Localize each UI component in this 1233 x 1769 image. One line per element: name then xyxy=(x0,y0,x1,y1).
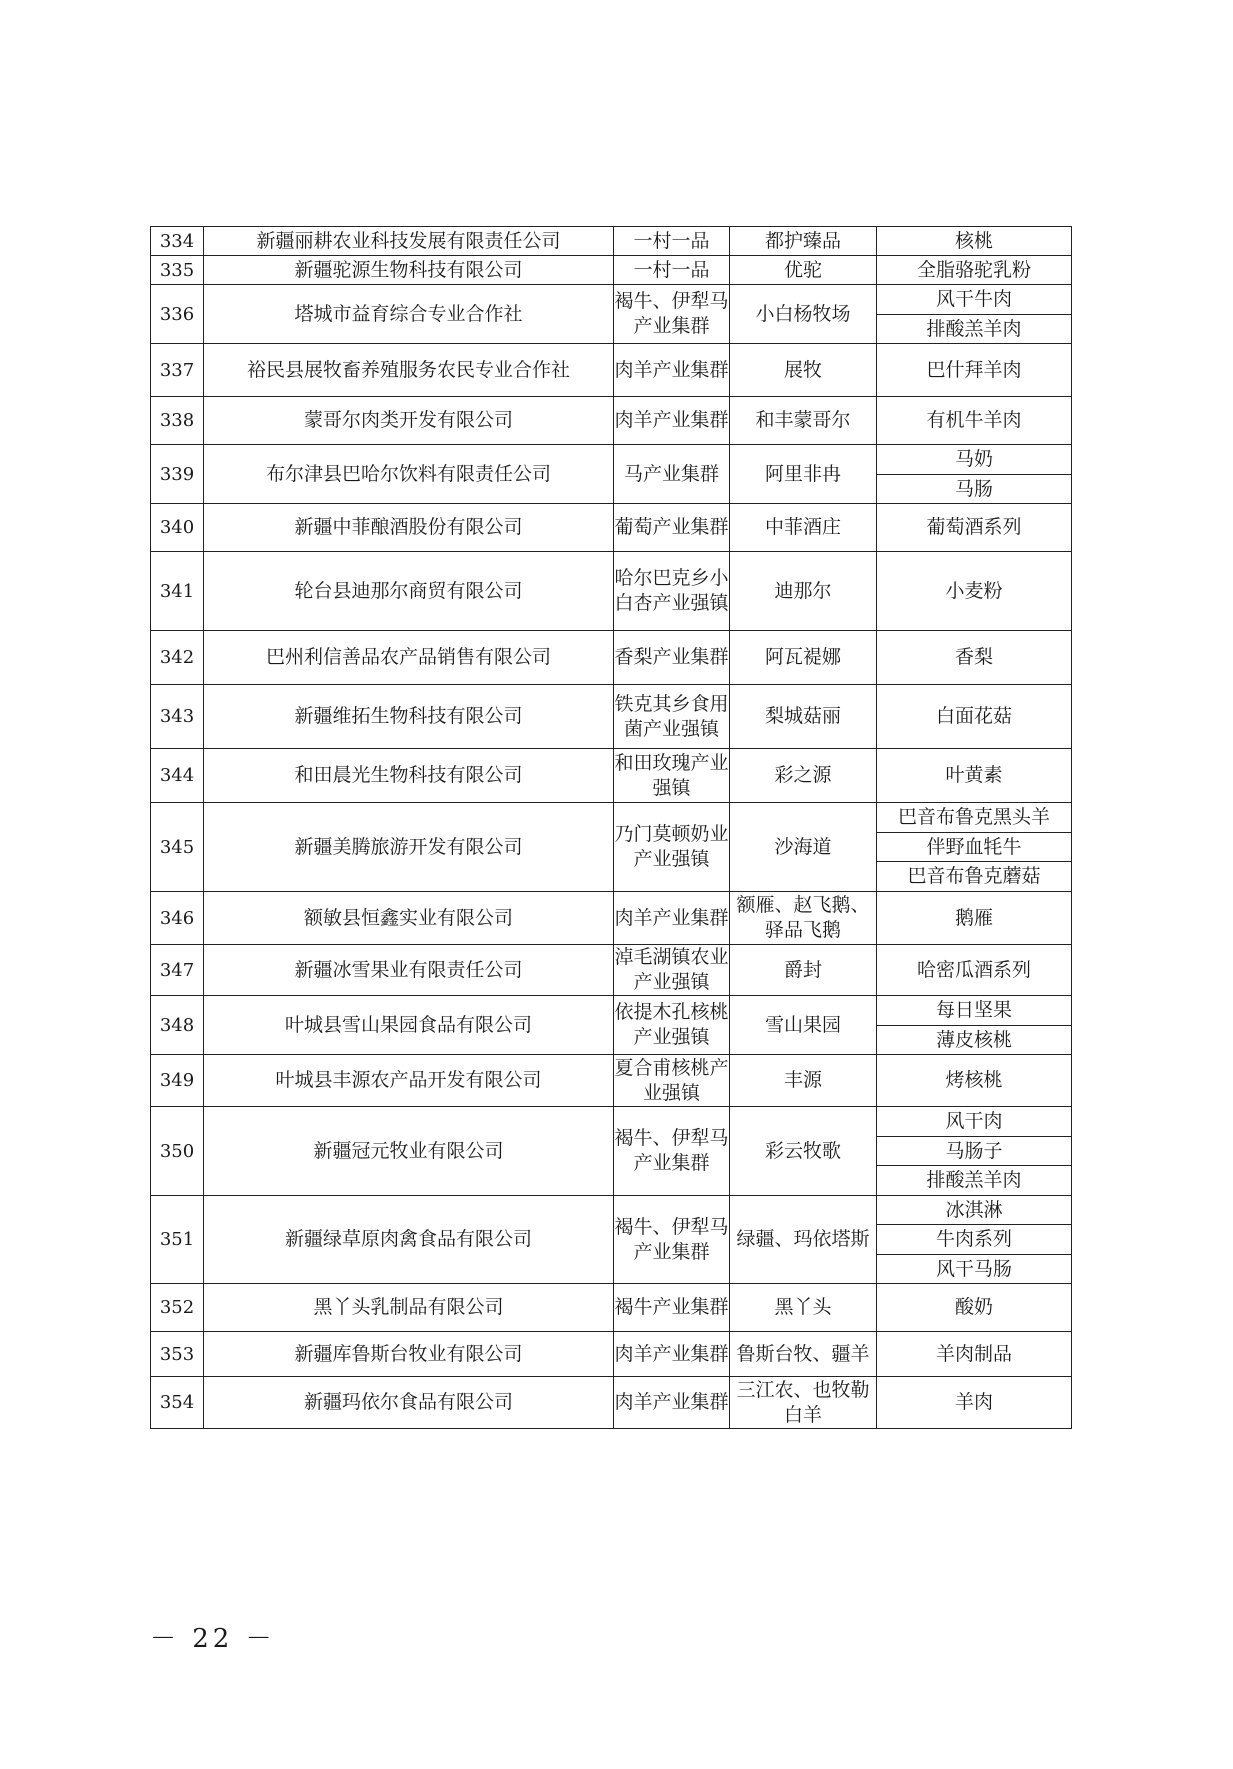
row-number: 346 xyxy=(151,892,204,945)
product-name: 马肠子 xyxy=(877,1137,1072,1166)
industry-type: 肉羊产业集群 xyxy=(614,344,730,397)
product-name: 巴什拜羊肉 xyxy=(877,344,1072,397)
industry-type: 褐牛、伊犁马产业集群 xyxy=(614,1196,730,1284)
row-number: 354 xyxy=(151,1377,204,1429)
product-name: 伴野血牦牛 xyxy=(877,833,1072,862)
brand-name: 沙海道 xyxy=(730,803,877,892)
row-number: 349 xyxy=(151,1055,204,1107)
row-number: 338 xyxy=(151,397,204,445)
company-name: 轮台县迪那尔商贸有限公司 xyxy=(204,552,614,631)
company-name: 新疆冰雪果业有限责任公司 xyxy=(204,945,614,996)
industry-type: 肉羊产业集群 xyxy=(614,1332,730,1377)
product-name: 小麦粉 xyxy=(877,552,1072,631)
industry-type: 葡萄产业集群 xyxy=(614,504,730,552)
product-name: 牛肉系列 xyxy=(877,1225,1072,1255)
industry-type: 褐牛产业集群 xyxy=(614,1284,730,1332)
industry-type: 香梨产业集群 xyxy=(614,631,730,685)
industry-type: 肉羊产业集群 xyxy=(614,1377,730,1429)
brand-name: 彩之源 xyxy=(730,749,877,803)
industry-type: 肉羊产业集群 xyxy=(614,892,730,945)
table-body xyxy=(151,227,1072,1429)
row-number: 336 xyxy=(151,285,204,344)
brand-name: 和丰蒙哥尔 xyxy=(730,397,877,445)
brand-name: 黑丫头 xyxy=(730,1284,877,1332)
product-name: 核桃 xyxy=(877,227,1072,256)
company-name: 叶城县雪山果园食品有限公司 xyxy=(204,996,614,1055)
brand-name: 雪山果园 xyxy=(730,996,877,1055)
industry-type: 褐牛、伊犁马产业集群 xyxy=(614,1107,730,1196)
industry-type: 一村一品 xyxy=(614,256,730,285)
table-row xyxy=(151,1107,1072,1137)
page-number: － 22 － xyxy=(150,1624,276,1654)
brand-name: 三江农、也牧勒白羊 xyxy=(730,1377,877,1429)
table-row xyxy=(151,445,1072,475)
table-row xyxy=(151,685,1072,749)
row-number: 348 xyxy=(151,996,204,1055)
brand-name: 阿里非冉 xyxy=(730,445,877,504)
brand-name: 阿瓦褆娜 xyxy=(730,631,877,685)
brand-name: 爵封 xyxy=(730,945,877,996)
product-name: 葡萄酒系列 xyxy=(877,504,1072,552)
product-table xyxy=(150,226,1072,1429)
table-row xyxy=(151,227,1072,256)
product-name: 风干牛肉 xyxy=(877,285,1072,315)
row-number: 352 xyxy=(151,1284,204,1332)
company-name: 额敏县恒鑫实业有限公司 xyxy=(204,892,614,945)
table-row xyxy=(151,945,1072,996)
industry-type: 一村一品 xyxy=(614,227,730,256)
industry-type: 依提木孔核桃产业强镇 xyxy=(614,996,730,1055)
product-name: 排酸羔羊肉 xyxy=(877,1166,1072,1196)
row-number: 347 xyxy=(151,945,204,996)
row-number: 334 xyxy=(151,227,204,256)
brand-name: 小白杨牧场 xyxy=(730,285,877,344)
product-name: 排酸羔羊肉 xyxy=(877,315,1072,344)
industry-type: 淖毛湖镇农业产业强镇 xyxy=(614,945,730,996)
row-number: 353 xyxy=(151,1332,204,1377)
brand-name: 绿疆、玛依塔斯 xyxy=(730,1196,877,1284)
company-name: 塔城市益育综合专业合作社 xyxy=(204,285,614,344)
company-name: 新疆绿草原肉禽食品有限公司 xyxy=(204,1196,614,1284)
product-name: 白面花菇 xyxy=(877,685,1072,749)
row-number: 344 xyxy=(151,749,204,803)
table-row xyxy=(151,749,1072,803)
company-name: 新疆冠元牧业有限公司 xyxy=(204,1107,614,1196)
table-row xyxy=(151,1196,1072,1225)
table-row xyxy=(151,285,1072,315)
industry-type: 哈尔巴克乡小白杏产业强镇 xyxy=(614,552,730,631)
product-name: 每日坚果 xyxy=(877,996,1072,1026)
brand-name: 优驼 xyxy=(730,256,877,285)
company-name: 新疆维拓生物科技有限公司 xyxy=(204,685,614,749)
company-name: 叶城县丰源农产品开发有限公司 xyxy=(204,1055,614,1107)
product-name: 马奶 xyxy=(877,445,1072,475)
brand-name: 额雁、赵飞鹅、驿品飞鹅 xyxy=(730,892,877,945)
row-number: 345 xyxy=(151,803,204,892)
table-row xyxy=(151,397,1072,445)
product-name: 羊肉 xyxy=(877,1377,1072,1429)
row-number: 341 xyxy=(151,552,204,631)
table-row xyxy=(151,892,1072,945)
brand-name: 展牧 xyxy=(730,344,877,397)
company-name: 新疆库鲁斯台牧业有限公司 xyxy=(204,1332,614,1377)
company-name: 蒙哥尔肉类开发有限公司 xyxy=(204,397,614,445)
product-name: 巴音布鲁克黑头羊 xyxy=(877,803,1072,833)
industry-type: 肉羊产业集群 xyxy=(614,397,730,445)
product-name: 烤核桃 xyxy=(877,1055,1072,1107)
table-row xyxy=(151,1284,1072,1332)
product-name: 马肠 xyxy=(877,475,1072,504)
brand-name: 彩云牧歌 xyxy=(730,1107,877,1196)
product-name: 鹅雁 xyxy=(877,892,1072,945)
brand-name: 梨城菇丽 xyxy=(730,685,877,749)
company-name: 新疆美腾旅游开发有限公司 xyxy=(204,803,614,892)
industry-type: 和田玫瑰产业强镇 xyxy=(614,749,730,803)
product-name: 哈密瓜酒系列 xyxy=(877,945,1072,996)
industry-type: 马产业集群 xyxy=(614,445,730,504)
product-name: 香梨 xyxy=(877,631,1072,685)
row-number: 342 xyxy=(151,631,204,685)
brand-name: 中菲酒庄 xyxy=(730,504,877,552)
table-row xyxy=(151,344,1072,397)
product-name: 巴音布鲁克蘑菇 xyxy=(877,862,1072,892)
product-name: 羊肉制品 xyxy=(877,1332,1072,1377)
product-name: 风干肉 xyxy=(877,1107,1072,1137)
table-row xyxy=(151,1055,1072,1107)
company-name: 新疆驼源生物科技有限公司 xyxy=(204,256,614,285)
company-name: 巴州利信善品农产品销售有限公司 xyxy=(204,631,614,685)
product-name: 薄皮核桃 xyxy=(877,1026,1072,1055)
product-name: 叶黄素 xyxy=(877,749,1072,803)
table-row xyxy=(151,1377,1072,1429)
company-name: 和田晨光生物科技有限公司 xyxy=(204,749,614,803)
table-row xyxy=(151,803,1072,833)
company-name: 新疆丽耕农业科技发展有限责任公司 xyxy=(204,227,614,256)
industry-type: 夏合甫核桃产业强镇 xyxy=(614,1055,730,1107)
table-row xyxy=(151,504,1072,552)
company-name: 黑丫头乳制品有限公司 xyxy=(204,1284,614,1332)
row-number: 337 xyxy=(151,344,204,397)
table-row xyxy=(151,256,1072,285)
table-row xyxy=(151,631,1072,685)
company-name: 新疆玛依尔食品有限公司 xyxy=(204,1377,614,1429)
company-name: 新疆中菲酿酒股份有限公司 xyxy=(204,504,614,552)
table-row xyxy=(151,1332,1072,1377)
product-name: 全脂骆驼乳粉 xyxy=(877,256,1072,285)
product-name: 冰淇淋 xyxy=(877,1196,1072,1225)
brand-name: 丰源 xyxy=(730,1055,877,1107)
table-row xyxy=(151,552,1072,631)
row-number: 339 xyxy=(151,445,204,504)
row-number: 351 xyxy=(151,1196,204,1284)
brand-name: 鲁斯台牧、疆羊 xyxy=(730,1332,877,1377)
row-number: 343 xyxy=(151,685,204,749)
industry-type: 褐牛、伊犁马产业集群 xyxy=(614,285,730,344)
brand-name: 迪那尔 xyxy=(730,552,877,631)
product-name: 酸奶 xyxy=(877,1284,1072,1332)
row-number: 340 xyxy=(151,504,204,552)
industry-type: 乃门莫顿奶业产业强镇 xyxy=(614,803,730,892)
brand-name: 都护臻品 xyxy=(730,227,877,256)
table-row xyxy=(151,996,1072,1026)
product-name: 有机牛羊肉 xyxy=(877,397,1072,445)
row-number: 350 xyxy=(151,1107,204,1196)
company-name: 布尔津县巴哈尔饮料有限责任公司 xyxy=(204,445,614,504)
row-number: 335 xyxy=(151,256,204,285)
company-name: 裕民县展牧畜养殖服务农民专业合作社 xyxy=(204,344,614,397)
industry-type: 铁克其乡食用菌产业强镇 xyxy=(614,685,730,749)
product-name: 风干马肠 xyxy=(877,1255,1072,1284)
